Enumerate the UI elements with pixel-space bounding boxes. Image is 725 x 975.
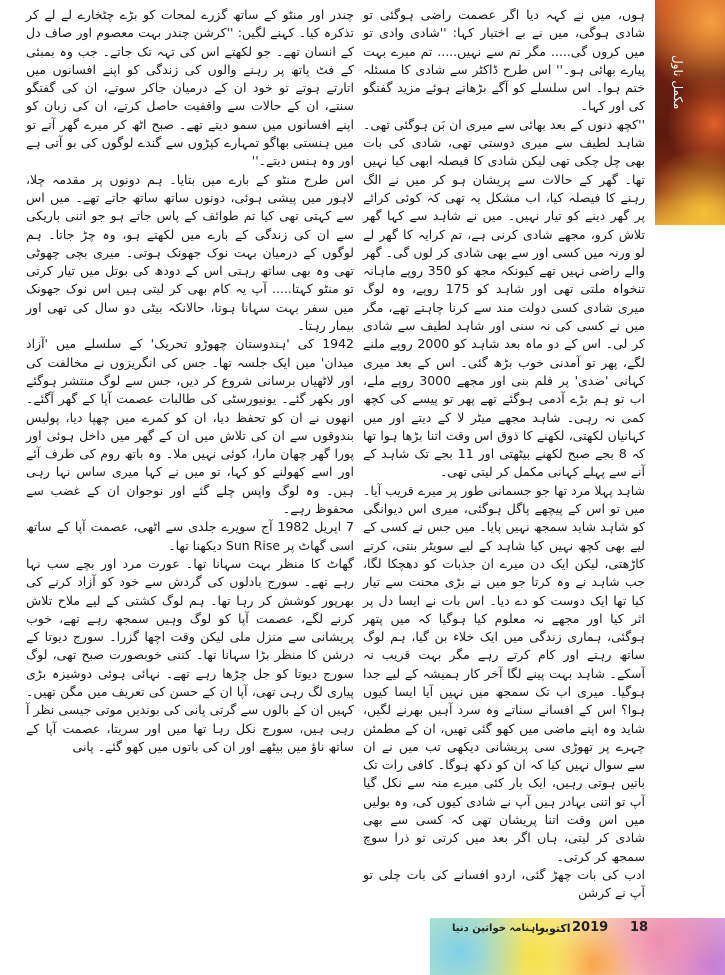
article-column-right [363, 6, 645, 903]
paragraph: ''کچھ دنوں کے بعد بھائی سے میری ان بَن ہوگئی تھی۔ شاہد لطیف سے میری دوستی تھی، شادی کی بات بھی چل چکی تھی لیکن شادی کا فیصلہ ابھی کیا نہیں تھا۔ گھر کے حالات سے پریشان ہو کر میں نے الگ رہنے کا فیصلہ کیا، اب مشکل یہ تھی کہ کوئی کرائے پر گھر دینے کو تیار نہیں۔ میں نے شاہد سے کہا گھر تلاش کرو، مجھے شادی کرنی ہے، تم کرایہ کا گھر لے لو ورنہ میں کسی اور سے بھی شادی کر لوں گی۔ گھر والے راضی نہیں تھے کیونکہ مجھ کو 350 روپے ماہانہ تنخواہ ملتی تھی اور شاہد کو 175 روپے، وہ لوگ میری شادی کسی دولت مند سے کرنا چاہتے تھے، مگر میں نے کسی کی نہ سنی اور شاہد لطیف سے شادی کر لی۔ اس کے دو ماہ بعد شاہد کو 2000 روپے ملنے لگے، پھر تو آمدنی خوب بڑھ گئی۔ اس کے بعد میری کہانی 'ضدی' پر فلم بنی اور مجھے 3000 روپے ملے، اب تو ہم بڑے آدمی ہوگئے تھے پھر تو پیسے کی کچھ کمی نہ رہی۔ شاہد مجھے میٹر لا کے دیتے اور میں کہانیاں لکھتی، لکھنے کا ذوق اس وقت اتنا بڑھا ہوا تھا کہ 8 بجے صبح لکھنے بیٹھتی اور 11 بجے تک شاہد کے آنے سے پہلے کہانی مکمل کر لیتی تھی۔ [363, 116, 645, 480]
paragraph: اس طرح منٹو کے بارے میں بتایا۔ ہم دونوں پر مقدمہ چلا، لاہور میں پیشی ہوئی، دونوں ساتھ ساتھ جاتے تھے۔ میں اس سے کہتی تھی کیا تم طوائف کے پاس جاتے ہو جو اتنی باریکی سے ان کی زندگی کے بارے میں لکھتے ہو، وہ چڑ جاتا۔ ہم لوگوں کے درمیان بہت نوک جھونک ہوتی۔ میری بچی چھوٹی تھی وہ بھی ساتھ رہتی اس کے دودھ کی بوتل میں تیار کرتی تو منٹو کہتا..... آپ یہ کام بھی کر لیتی ہیں اس نوک جھونک میں سفر بہت سہانا ہوتا، حالانکہ بیٹی دو سال کی تھی اور بیمار رہتا۔ [26, 171, 354, 334]
page-footer [430, 918, 725, 975]
paragraph: ادب کی بات چھڑ گئی، اردو افسانے کی بات چلی تو آپ نے کرشن [363, 866, 645, 901]
page-number: 18 [630, 920, 649, 935]
paragraph: 1942 کی 'ہندوستان چھوڑو تحریک' کے سلسلے میں 'آزاد میدان' میں ایک جلسہ تھا۔ جس کی انگریزوں نے مخالفت کی اور لاٹھیاں برسانی شروع کر دیں، جس سے لوگ منتشر ہوگئے اور بکھر گئے۔ یونیورسٹی کی طالبات عصمت آپا کے گھر آگئے۔ انھوں نے ان کو تحفظ دیا، ان کو کمرے میں چھپا دیا، پولیس بندوقوں سے ان کی تلاش میں ان کے گھر میں داخل ہوئی اور پورا گھر چھان مارا، کوئی نہیں ملا۔ وہ باتھ روم کی طرف آئے اور اسے کھولنے کو کہا، تو میں نے کہا میری ساس نہا رہی ہیں۔ وہ لوگ واپس چلے گئے اور نوجوان ان کے غضب سے محفوظ رہے۔ [26, 336, 354, 517]
paragraph: ہوں، میں نے کہہ دیا اگر عصمت راضی ہوگئی تو شادی ہوگی، میں نے بے اختیار کہا: ''شادی وادی تو میں کروں گی..... مگر تم سے نہیں..... تم میرے بہت پیارے بھائی ہو۔'' اس طرح ڈاکٹر سے شادی کا مسئلہ ختم ہوا۔ اس سلسلے کو آگے بڑھاتے ہوئے مزید گفتگو کی اور کہا۔ [363, 7, 645, 114]
issue-year: 2019 [572, 920, 609, 935]
paragraph: چندر اور منٹو کے ساتھ گزرے لمحات کو بڑے چٹخارے لے لے کر تذکرہ کیا۔ کہنے لگیں: ''کرشن چندر بہت معصوم اور صاف دل کے انسان تھے۔ جو لکھتے اس کی تہہ تک جاتے۔ جب وہ بمبئی کے فٹ پاتھ پر رہنے والوں کی زندگی کو اپنے افسانوں میں اتارتے ہوتے تو خود ان کے درمیان جاکر سوتے، ان کی گفتگو سنتے، ان کے حالات سے واقفیت حاصل کرتے، ان کی زبان کو اپنے افسانوں میں سمو دیتے تھے۔ صبح اٹھ کر میرے گھر آتے تو میں ہنستی بھاگو تمہارے کپڑوں سے گندے لوگوں کی بو آتی ہے اور وہ ہنس دیتے۔'' [26, 7, 354, 169]
magazine-name: ماہنامہ خواتین دنیا [452, 923, 546, 934]
paragraph: گھاٹ کا منظر بہت سہانا تھا۔ عورت مرد اور بچے سب نہا رہے تھے۔ سورج بادلوں کی گردش سے خود کو آزاد کرنے کی بھرپور کوشش کر رہا تھا۔ ہم لوگ کشتی کے لیے ملاح تلاش کرنے لگے، عصمت آپا کو لوگ وہیں سمجھ رہے تھے، خوب پریشانی سے منزل ملی لیکن وقت اچھا گزرا۔ سورج دیوتا کے درشن کا منظر بڑا سہانا تھا۔ کتنی خوبصورت صبح تھی، لوگ سورج دیوتا کو جل چڑھا رہے تھے۔ نہائی ہوئی دوشیزہ بڑی پیاری لگ رہی تھی، آپا ان کے حسن کی تعریف میں مگن تھیں۔ کہیں ان کے بالوں سے گرتی پانی کی بوندیں موتی جیسی نظر آ رہی ہیں، سورج نکل رہا تھا میں اور سریتا، عصمت آپا کے ساتھ ناؤ میں بیٹھے اور ان کی باتوں میں کھو گئے۔ پانی [26, 555, 354, 754]
issue-month: اکتوبر [538, 922, 571, 935]
article-column-left [26, 6, 354, 756]
paragraph: 7 اپریل 1982 آج سویرے جلدی سے اٹھی، عصمت آپا کے ساتھ اسی گھاٹ پر Sun Rise دیکھنا تھا۔ [26, 519, 354, 553]
section-tab [655, 0, 725, 225]
section-label: مکمل ناول [671, 55, 685, 110]
paragraph: شاہد پہلا مرد تھا جو جسمانی طور پر میرے قریب آیا۔ میں تو اس کے پیچھے پاگل ہوگئی، میری اس دیوانگی کو شاہد شاید سمجھ نہیں پایا۔ میں جس نے کسی کے لیے بھی کچھ نہیں کیا شاہد کے لیے سویٹر بنتی، کرتے کاڑھتی، لیکن ایک دن میرے ان جذبات کو دھچکا لگا، جب شاہد نے وہ کرتا جو میں نے بڑی محنت سے تیار کیا تھا ایک دوست کو دے دیا۔ اس بات نے ایسا دل پر اثر کیا اور مجھے نہ معلوم کیا ہوگیا کہ میں پتھر ہوگئی، ہماری زندگی میں ایک خلاء بن گیا، ہم لوگ ساتھ رہتے اور کام کرتے رہے مگر بہت قریب نہ آسکے۔ شاہد بہت پینے لگا آخر کار ہمیشہ کے لیے جدا ہوگیا۔ میری اب تک سمجھ میں نہیں آیا ایسا کیوں ہوا؟ اس کے افسانے سناتے وہ سرد آہیں بھرنے لگیں، شاید وہ اپنے ماضی میں کھو گئی تھیں، ان کے مطمئن چہرے پر تھوڑی سی پریشانی دیکھی تب میں نے ان سے سوال نہیں کیا کہ ان کو دکھ ہوگا۔ کافی رات تک باتیں ہوتی رہیں، ایک بار کئی میرے منہ سے نکل گیا آپ تو اتنی بہادر ہیں آپ نے شادی کیوں کی، وہ بولیں میں اس وقت اتنا پریشان تھی کہ کسی سے بھی شادی کر لیتی، ہاں اگر بعد میں کرتی تو ذرا سوچ سمجھ کر کرتی۔ [363, 482, 645, 864]
